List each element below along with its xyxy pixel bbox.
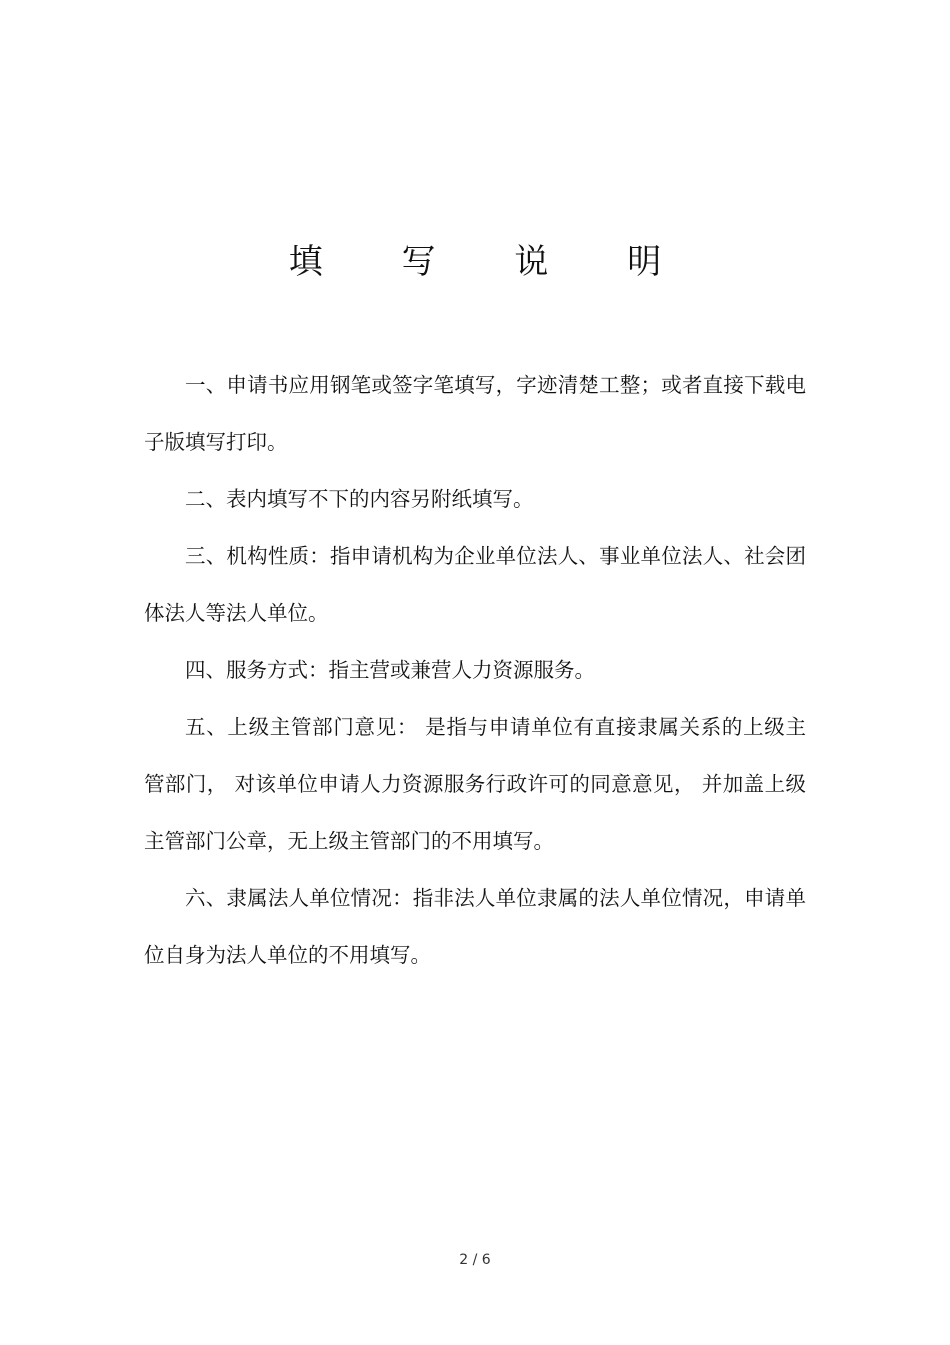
instruction-item-3: 三、机构性质：指申请机构为企业单位法人、事业单位法人、社会团体法人等法人单位。: [144, 544, 806, 625]
instruction-item-5: 五、上级主管部门意见： 是指与申请单位有直接隶属关系的上级主管部门， 对该单位申请人力资源服务行政许可的同意意见， 并加盖上级主管部门公章，无上级主管部门的不用填写。: [144, 715, 806, 853]
instruction-item-1: 一、申请书应用钢笔或签字笔填写，字迹清楚工整；或者直接下载电子版填写打印。: [144, 373, 806, 454]
instructions-body: [144, 357, 806, 984]
instruction-item-4: 四、服务方式：指主营或兼营人力资源服务。: [185, 658, 595, 682]
instruction-item-6: 六、隶属法人单位情况：指非法人单位隶属的法人单位情况，申请单位自身为法人单位的不用填写。: [144, 886, 806, 967]
page-title: 填 写 说 明: [288, 242, 696, 282]
instruction-item-2: 二、表内填写不下的内容另附纸填写。: [185, 487, 534, 511]
page-number: 2 / 6: [459, 1252, 491, 1268]
